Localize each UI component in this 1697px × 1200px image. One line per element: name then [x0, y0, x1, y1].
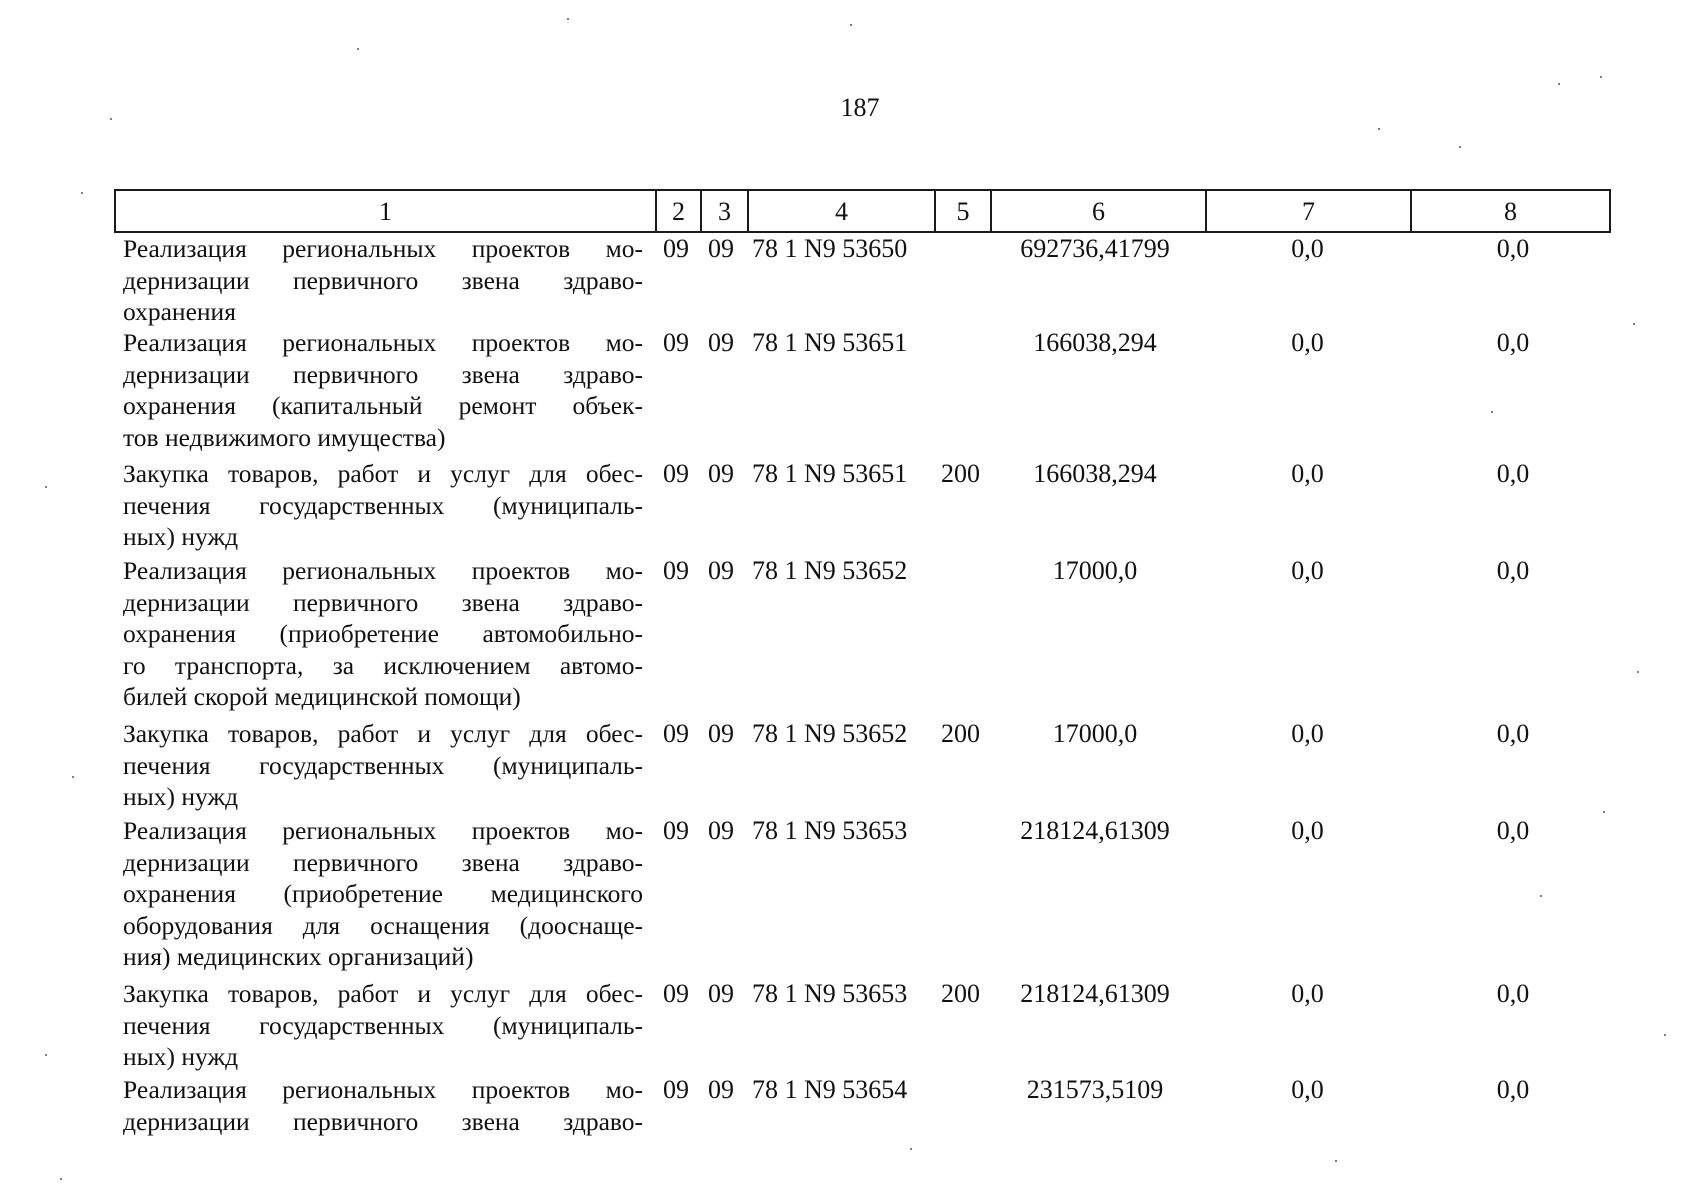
section-code: 09 [663, 719, 689, 748]
description-line: дернизации первичного звена здраво- [123, 265, 643, 295]
description-line: Реализация региональных проектов мо- [123, 556, 643, 585]
header-col-8: 8 [1504, 197, 1517, 226]
description-line: дернизации первичного звена здраво- [123, 1106, 643, 1136]
section-code: 09 [663, 979, 689, 1008]
description-line: Реализация региональных проектов мо- [123, 1075, 643, 1104]
description-line: охранения (приобретение медицинского [123, 879, 643, 908]
description-line: Закупка товаров, работ и услуг для обес- [123, 979, 643, 1008]
description-line: дернизации первичного звена здраво- [123, 587, 643, 617]
subsection-code: 09 [708, 979, 734, 1008]
amount-year-3: 0,0 [1496, 234, 1530, 263]
row-description [123, 978, 643, 1073]
description-line: билей скорой медицинской помощи) [123, 682, 521, 711]
description-line: оборудования для оснащения (дооснаще- [123, 910, 643, 940]
description-line: ных) нужд [123, 522, 239, 551]
row-description [123, 1074, 643, 1137]
amount-year-3: 0,0 [1496, 1075, 1530, 1104]
amount-year-2: 0,0 [1291, 816, 1324, 845]
amount-year-1: 17000,0 [1052, 719, 1138, 748]
row-description [123, 555, 643, 713]
description-line: Реализация региональных проектов мо- [123, 234, 643, 263]
row-description [123, 815, 643, 973]
row-description [123, 718, 643, 813]
description-line: го транспорта, за исключением автомо- [123, 650, 643, 680]
amount-year-3: 0,0 [1496, 459, 1530, 488]
description-line: печения государственных (муниципаль- [123, 1010, 643, 1040]
target-article-code: 78 1 N9 53650 [752, 234, 908, 263]
amount-year-1: 218124,61309 [1020, 816, 1170, 845]
description-line: ния) медицинских организаций) [123, 942, 474, 971]
target-article-code: 78 1 N9 53652 [752, 556, 908, 585]
subsection-code: 09 [708, 556, 734, 585]
amount-year-2: 0,0 [1291, 979, 1324, 1008]
page-number: 187 [840, 93, 880, 122]
subsection-code: 09 [708, 816, 734, 845]
subsection-code: 09 [708, 234, 734, 263]
section-code: 09 [663, 234, 689, 263]
row-description [123, 327, 643, 453]
description-line: Закупка товаров, работ и услуг для обес- [123, 459, 643, 488]
amount-year-1: 17000,0 [1052, 556, 1138, 585]
description-line: Реализация региональных проектов мо- [123, 328, 643, 357]
header-col-4: 4 [749, 191, 936, 231]
amount-year-1: 218124,61309 [1020, 979, 1170, 1008]
target-article-code: 78 1 N9 53653 [752, 979, 908, 1008]
amount-year-2: 0,0 [1291, 719, 1324, 748]
description-line: ных) нужд [123, 1042, 239, 1071]
expense-type-code: 200 [941, 459, 980, 488]
description-line: охранения [123, 297, 236, 326]
section-code: 09 [663, 1075, 689, 1104]
description-line: дернизации первичного звена здраво- [123, 847, 643, 877]
header-col-1: 1 [116, 191, 657, 231]
description-line: тов недвижимого имущества) [123, 422, 446, 452]
amount-year-1: 166038,294 [1033, 328, 1157, 357]
amount-year-2: 0,0 [1291, 556, 1324, 585]
amount-year-3: 0,0 [1496, 816, 1530, 845]
description-line: печения государственных (муниципаль- [123, 490, 643, 520]
description-line: дернизации первичного звена здраво- [123, 359, 643, 389]
target-article-code: 78 1 N9 53654 [752, 1075, 908, 1104]
header-col-2: 2 [657, 191, 702, 231]
target-article-code: 78 1 N9 53651 [752, 459, 908, 488]
description-line: охранения (капитальный ремонт объек- [123, 391, 643, 420]
subsection-code: 09 [708, 1075, 734, 1104]
amount-year-3: 0,0 [1496, 719, 1530, 748]
target-article-code: 78 1 N9 53652 [752, 719, 908, 748]
subsection-code: 09 [708, 719, 734, 748]
amount-year-2: 0,0 [1291, 328, 1324, 357]
section-code: 09 [663, 556, 689, 585]
target-article-code: 78 1 N9 53653 [752, 816, 908, 845]
amount-year-2: 0,0 [1291, 234, 1324, 263]
table-header [114, 189, 1611, 233]
description-line: печения государственных (муниципаль- [123, 750, 643, 780]
amount-year-2: 0,0 [1291, 459, 1324, 488]
amount-year-1: 692736,41799 [1020, 234, 1170, 263]
header-col-5: 5 [936, 191, 992, 231]
amount-year-3: 0,0 [1496, 556, 1530, 585]
description-line: охранения (приобретение автомобильно- [123, 619, 643, 648]
expense-type-code: 200 [941, 719, 980, 748]
target-article-code: 78 1 N9 53651 [752, 328, 908, 357]
description-line: ных) нужд [123, 782, 239, 811]
row-description [123, 458, 643, 553]
subsection-code: 09 [708, 459, 734, 488]
section-code: 09 [663, 816, 689, 845]
row-description [123, 233, 643, 328]
subsection-code: 09 [708, 328, 734, 357]
amount-year-3: 0,0 [1496, 979, 1530, 1008]
header-col-6: 6 [992, 191, 1207, 231]
amount-year-1: 166038,294 [1033, 459, 1157, 488]
description-line: Реализация региональных проектов мо- [123, 816, 643, 845]
header-col-3: 3 [702, 191, 749, 231]
description-line: Закупка товаров, работ и услуг для обес- [123, 719, 643, 748]
header-col-7: 7 [1207, 191, 1412, 231]
amount-year-2: 0,0 [1291, 1075, 1324, 1104]
section-code: 09 [663, 328, 689, 357]
expense-type-code: 200 [941, 979, 980, 1008]
amount-year-3: 0,0 [1496, 328, 1530, 357]
section-code: 09 [663, 459, 689, 488]
amount-year-1: 231573,5109 [1026, 1075, 1164, 1104]
